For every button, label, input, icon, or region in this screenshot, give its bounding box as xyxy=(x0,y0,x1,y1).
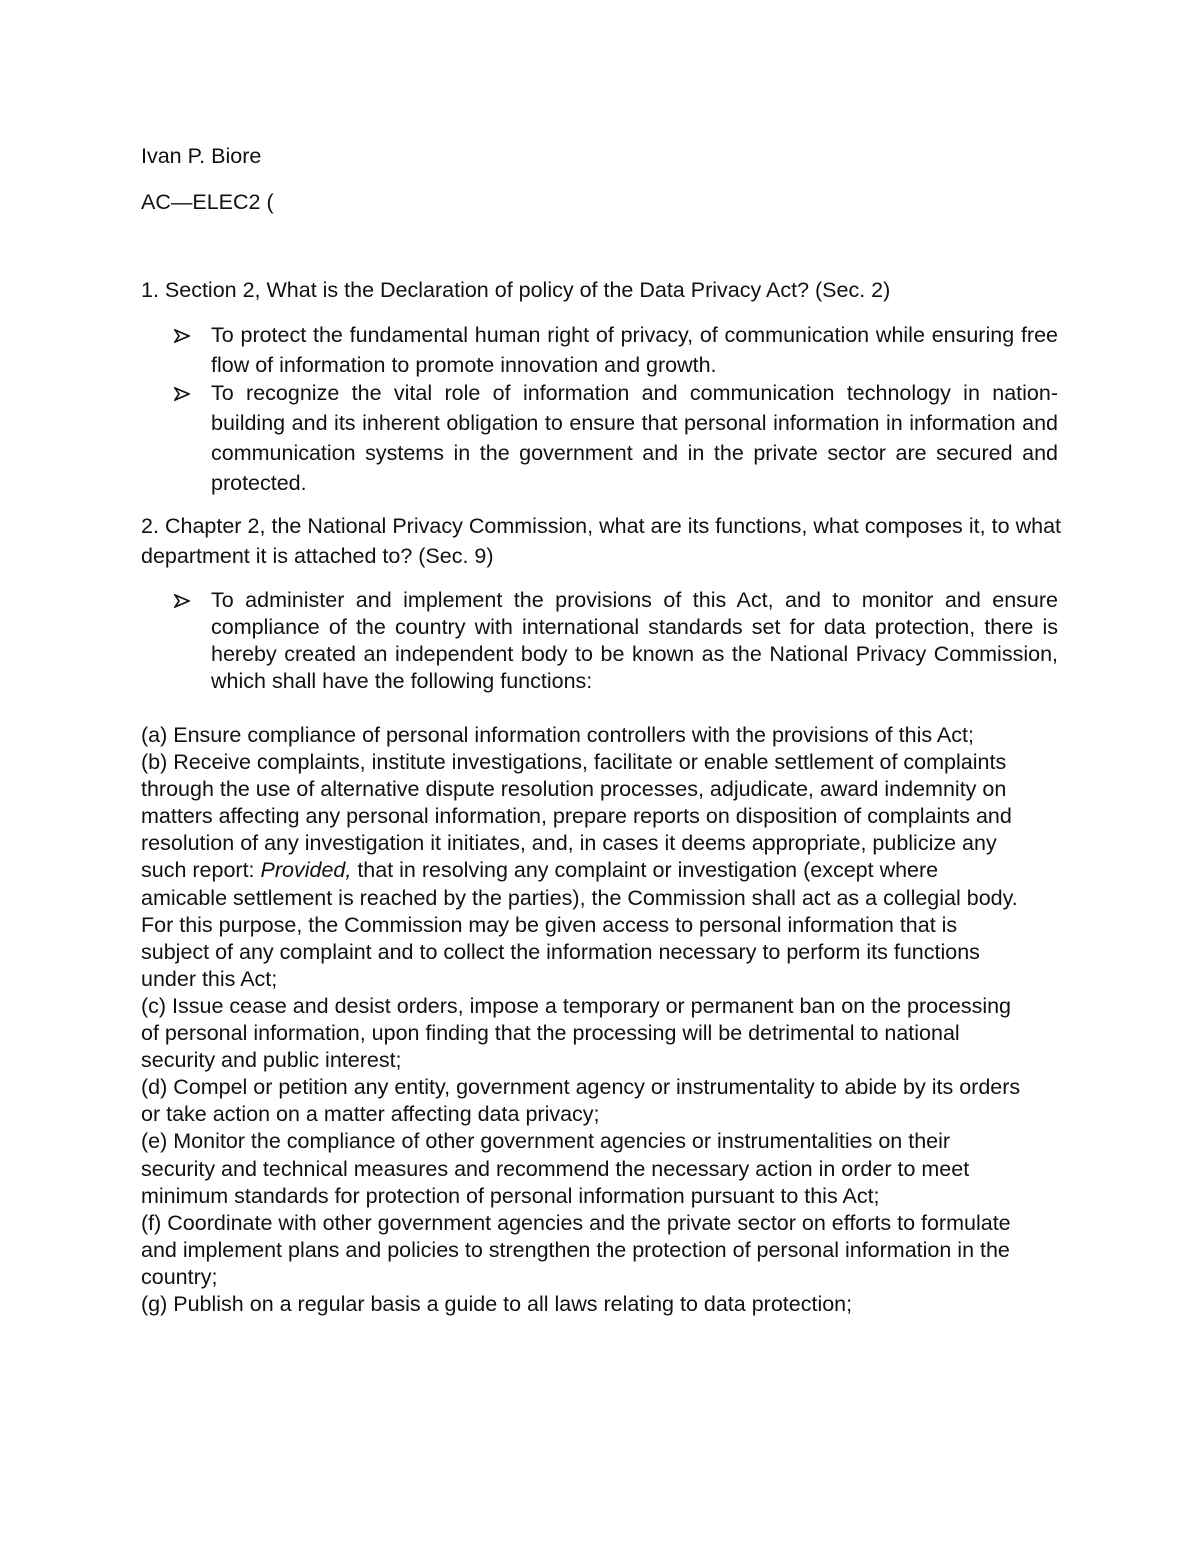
question-2: 2. Chapter 2, the National Privacy Commission, what are its functions, what composes it, to what department it is attached to? (Sec. 9) xyxy=(141,514,1061,568)
course-code: AC—ELEC2 ( xyxy=(141,190,274,214)
arrow-bullet-icon xyxy=(174,587,198,617)
functions-list xyxy=(141,722,1021,1318)
arrow-bullet-icon xyxy=(174,378,198,408)
q1-bullet-2 xyxy=(174,378,1058,498)
function-a: (a) Ensure compliance of personal information controllers with the provisions of this Act; xyxy=(141,723,974,747)
function-d: (d) Compel or petition any entity, government agency or instrumentality to abide by its orders or take action on a matter affecting data privacy; xyxy=(141,1075,1021,1127)
q1-bullet-1 xyxy=(174,320,1058,380)
function-b-text-2: that in resolving any complaint or investigation (except where amicable settlement is reached by the parties), the Commission shall act as a collegial body. For this purpose, the Commission may be given access to personal information that is subject of any complaint and to collect the information necessary to perform its functions under this Act; xyxy=(141,858,1018,991)
q2-bullet-1 xyxy=(174,587,1058,695)
q2-bullet-1-text: To administer and implement the provisions of this Act, and to monitor and ensure compliance of the country with international standards set for data protection, there is hereby created an independent body to be known as the National Privacy Commission, which shall have the following functions: xyxy=(211,588,1058,693)
function-g: (g) Publish on a regular basis a guide to all laws relating to data protection; xyxy=(141,1291,853,1316)
function-b-provided: Provided, xyxy=(260,858,352,883)
function-e: (e) Monitor the compliance of other government agencies or instrumentalities on their security and technical measures and recommend the necessary action in order to meet minimum standards for protection of personal information pursuant to this Act; xyxy=(141,1129,970,1208)
q1-bullet-2-text: To recognize the vital role of information and communication technology in nation-building and its inherent obligation to ensure that personal information in information and communication systems in the government and in the private sector are secured and protected. xyxy=(211,381,1058,495)
function-c: (c) Issue cease and desist orders, impose a temporary or permanent ban on the processing of personal information, upon finding that the processing will be detrimental to national security and public interest; xyxy=(141,993,1012,1073)
function-b-text-1: (b) Receive complaints, institute investigations, facilitate or enable settlement of complaints through the use of alternative dispute resolution processes, adjudicate, award indemnity on matters affecting any personal information, prepare reports on disposition of complaints and resolution of any investigation it initiates, and, in cases it deems appropriate, publicize any such report: xyxy=(141,750,1012,883)
q1-bullet-1-text: To protect the fundamental human right of privacy, of communication while ensuring free flow of information to promote innovation and growth. xyxy=(211,323,1058,377)
function-b xyxy=(141,749,1021,993)
author-name: Ivan P. Biore xyxy=(141,144,262,168)
question-1: 1. Section 2, What is the Declaration of policy of the Data Privacy Act? (Sec. 2) xyxy=(141,278,891,302)
function-f: (f) Coordinate with other government agencies and the private sector on efforts to formulate and implement plans and policies to strengthen the protection of personal information in the country; xyxy=(141,1210,1011,1289)
arrow-bullet-icon xyxy=(174,320,198,350)
